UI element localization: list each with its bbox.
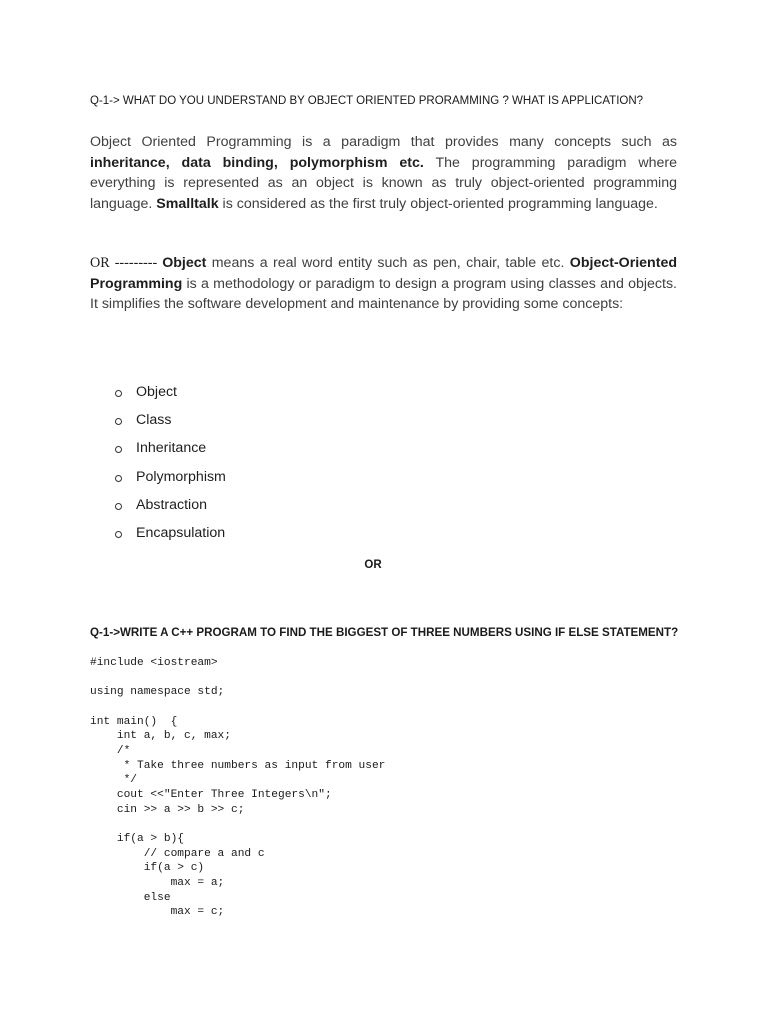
hollow-circle-bullet-icon xyxy=(115,503,122,510)
para2-bold-oop: Object-Oriented Programming xyxy=(90,255,678,292)
code-line: // compare a and c xyxy=(90,847,265,860)
code-line: int main() { xyxy=(90,715,178,728)
list-item xyxy=(110,491,226,519)
para2-text-2: is a methodology or paradigm to design a program using classes and objects. It simplifies the software development and maintenance by providing some concepts: xyxy=(90,275,677,313)
concept-label: Class xyxy=(136,412,172,429)
para1-text-2: The programming paradigm where everything is represented as an object is known as truly object-oriented programming language. xyxy=(90,154,677,212)
concept-label: Object xyxy=(136,384,178,401)
para2-text-1: means a real word entity such as pen, chair, table etc. xyxy=(206,255,570,271)
oop-concepts-list xyxy=(110,378,226,547)
list-item xyxy=(110,463,226,491)
list-item xyxy=(110,519,226,547)
hollow-circle-bullet-icon xyxy=(115,390,122,397)
list-item xyxy=(110,378,226,406)
list-item xyxy=(110,434,226,462)
question-1-heading: Q-1-> WHAT DO YOU UNDERSTAND BY OBJECT ORIENTED PRORAMMING ? WHAT IS APPLICATION? xyxy=(90,95,644,107)
list-item xyxy=(110,406,226,434)
para1-bold-smalltalk: Smalltalk xyxy=(156,195,219,212)
oop-definition-paragraph xyxy=(90,132,677,214)
para1-bold-concepts: inheritance, data binding, polymorphism etc. xyxy=(90,154,424,171)
concept-label: Polymorphism xyxy=(136,468,226,485)
code-line: /* xyxy=(90,744,131,757)
code-block xyxy=(90,656,385,920)
code-line: * Take three numbers as input from user xyxy=(90,759,386,772)
code-line: cin >> a >> b >> c; xyxy=(90,803,245,816)
code-line: #include <iostream> xyxy=(90,657,218,669)
code-line: using namespace std; xyxy=(90,686,225,699)
hollow-circle-bullet-icon xyxy=(115,418,122,425)
concept-label: Inheritance xyxy=(136,440,207,457)
para1-text-1: Object Oriented Programming is a paradigm that provides many concepts such as xyxy=(90,134,677,150)
code-line: if(a > b){ xyxy=(90,832,184,845)
concept-label: Encapsulation xyxy=(136,525,226,542)
hollow-circle-bullet-icon xyxy=(115,446,122,453)
para2-bold-object: Object xyxy=(162,255,207,271)
para1-text-3: is considered as the first truly object-oriented programming language. xyxy=(218,195,658,212)
code-line: if(a > c) xyxy=(90,862,205,875)
code-line: max = a; xyxy=(90,876,225,889)
or-separator: OR xyxy=(364,559,382,571)
code-line: else xyxy=(90,891,171,904)
hollow-circle-bullet-icon xyxy=(115,475,122,482)
code-line: max = c; xyxy=(90,906,225,919)
object-definition-paragraph xyxy=(90,253,677,315)
hollow-circle-bullet-icon xyxy=(115,531,122,538)
question-2-heading: Q-1->WRITE A C++ PROGRAM TO FIND THE BIGGEST OF THREE NUMBERS USING IF ELSE STATEMENT? xyxy=(90,626,679,639)
code-line: int a, b, c, max; xyxy=(90,730,231,743)
code-line: cout <<"Enter Three Integers\n"; xyxy=(90,788,332,801)
code-line: */ xyxy=(90,774,137,787)
para2-or-lead: OR --------- xyxy=(90,255,163,271)
concept-label: Abstraction xyxy=(136,496,207,513)
